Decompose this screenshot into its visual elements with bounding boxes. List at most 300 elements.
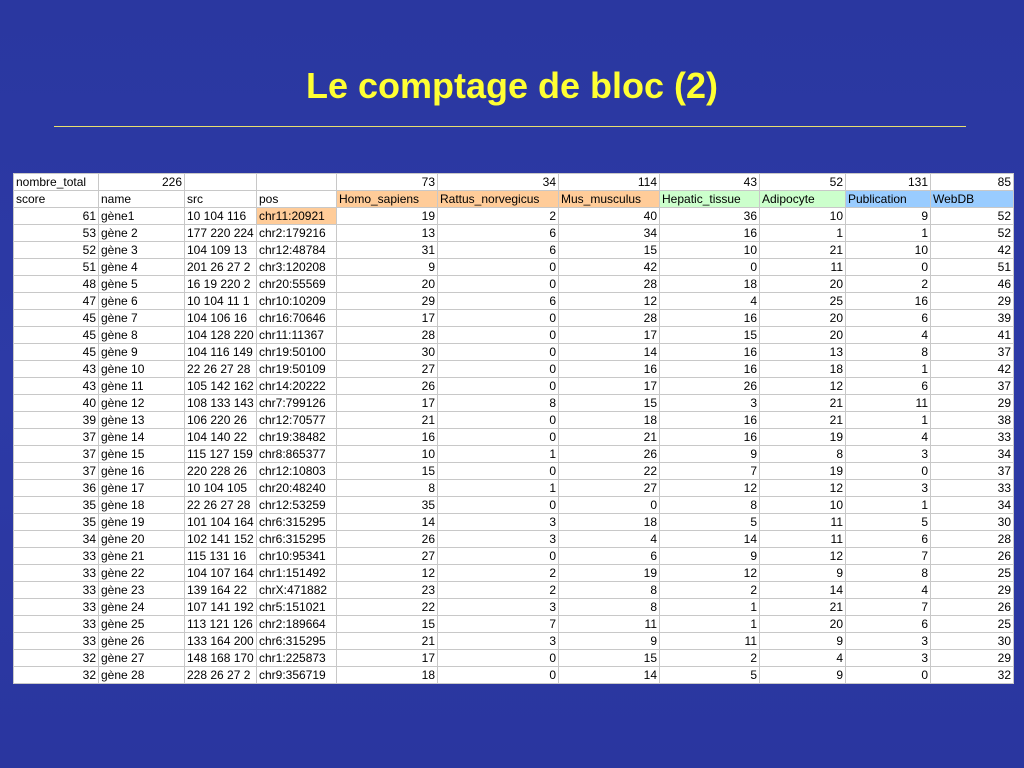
table-cell: 12 [660,565,760,582]
table-cell: 9 [760,667,846,684]
table-row [14,548,1014,565]
table-cell: 6 [438,225,559,242]
table-cell: chr1:151492 [257,565,337,582]
table-cell: 16 [559,361,660,378]
table-cell: gène 6 [99,293,185,310]
table-row [14,446,1014,463]
table-cell: 5 [660,514,760,531]
table-cell: chr7:799126 [257,395,337,412]
table-cell: 35 [14,497,99,514]
table-cell: 38 [931,412,1014,429]
table-cell: 20 [760,616,846,633]
table-cell: 16 [660,412,760,429]
table-cell: 11 [760,514,846,531]
table-cell: 33 [14,582,99,599]
table-cell: 7 [438,616,559,633]
table-cell: 17 [337,310,438,327]
table-cell: 101 104 164 [185,514,257,531]
table-cell: 108 133 143 [185,395,257,412]
table-cell: 34 [931,446,1014,463]
table-cell: 5 [846,514,931,531]
table-cell: chr3:120208 [257,259,337,276]
table-cell: 4 [846,327,931,344]
table-cell: 114 [559,174,660,191]
table-cell: 6 [846,378,931,395]
table-row [14,582,1014,599]
table-cell: gène 2 [99,225,185,242]
table-cell: gène 25 [99,616,185,633]
table-cell: 228 26 27 2 [185,667,257,684]
table-cell: gène 11 [99,378,185,395]
table-cell: gène 17 [99,480,185,497]
table-cell: 11 [760,259,846,276]
table-cell: 35 [14,514,99,531]
table-cell: 41 [931,327,1014,344]
table-cell: 10 [660,242,760,259]
table-cell: 4 [760,650,846,667]
table-cell: 2 [438,582,559,599]
table-cell: 11 [660,633,760,650]
table-cell: 1 [846,361,931,378]
table-cell: 11 [760,531,846,548]
table-cell: 20 [760,276,846,293]
table-cell: 15 [559,242,660,259]
table-cell: gène 19 [99,514,185,531]
table-cell: 12 [760,480,846,497]
table-cell: 0 [846,463,931,480]
column-header: Rattus_norvegicus [438,191,559,208]
table-cell: 107 141 192 [185,599,257,616]
table-cell: 10 [760,497,846,514]
table-cell: 1 [438,480,559,497]
table-cell: 40 [559,208,660,225]
table-cell: gène 18 [99,497,185,514]
table-cell: 0 [559,497,660,514]
table-cell: 9 [337,259,438,276]
table-row [14,327,1014,344]
table-cell: 226 [99,174,185,191]
table-row [14,361,1014,378]
table-cell: 5 [660,667,760,684]
table-cell: chr6:315295 [257,514,337,531]
table-cell: 27 [559,480,660,497]
table-cell: 32 [14,667,99,684]
table-cell: 26 [337,378,438,395]
table-cell: 0 [846,667,931,684]
table-cell: 26 [559,446,660,463]
table-cell: chr5:151021 [257,599,337,616]
table-cell: 2 [660,650,760,667]
table-cell: gène 16 [99,463,185,480]
table-cell: chr2:189664 [257,616,337,633]
table-cell: 48 [14,276,99,293]
table-cell: 14 [760,582,846,599]
table-cell: 28 [931,531,1014,548]
table-cell: 15 [559,650,660,667]
table-cell: 104 106 16 [185,310,257,327]
table-cell: chr19:38482 [257,429,337,446]
table-cell: 3 [438,531,559,548]
table-cell: chr10:95341 [257,548,337,565]
table-cell: 19 [760,429,846,446]
table-cell: 1 [660,599,760,616]
table-cell: 8 [559,582,660,599]
table-cell: 29 [931,650,1014,667]
table-cell: 31 [337,242,438,259]
column-header: name [99,191,185,208]
table-cell: chr16:70646 [257,310,337,327]
table-row [14,344,1014,361]
table-cell: chrX:471882 [257,582,337,599]
table-cell: 39 [931,310,1014,327]
table-cell: 14 [660,531,760,548]
table-cell: 104 107 164 [185,565,257,582]
table-cell: 0 [846,259,931,276]
table-cell: 9 [760,633,846,650]
table-cell: 115 131 16 [185,548,257,565]
table-cell: 0 [438,259,559,276]
table-cell: 7 [846,599,931,616]
table-cell: 47 [14,293,99,310]
table-cell: 0 [438,429,559,446]
table-cell: gène 3 [99,242,185,259]
table-cell: 12 [337,565,438,582]
table-cell: gène 13 [99,412,185,429]
table-cell: 21 [760,599,846,616]
table-cell: 201 26 27 2 [185,259,257,276]
table-cell: 30 [931,633,1014,650]
table-cell: 34 [559,225,660,242]
table-cell: 7 [660,463,760,480]
title-underline [54,126,966,127]
table-cell: 16 [660,361,760,378]
table-cell: 52 [14,242,99,259]
table-cell: 29 [931,582,1014,599]
table-cell: 28 [559,276,660,293]
table-cell: chr14:20222 [257,378,337,395]
table-cell: gène 20 [99,531,185,548]
table-cell: 6 [846,531,931,548]
table-row [14,225,1014,242]
table-cell: gène 5 [99,276,185,293]
table-cell: 33 [931,480,1014,497]
table-cell: 18 [337,667,438,684]
table-cell: 8 [438,395,559,412]
table-cell: chr9:356719 [257,667,337,684]
table-cell: 8 [559,599,660,616]
table-row [14,412,1014,429]
table-cell: 0 [438,667,559,684]
table-cell: 15 [660,327,760,344]
table-cell: 0 [438,327,559,344]
table-cell: 34 [931,497,1014,514]
table-cell: 30 [337,344,438,361]
table-cell: 45 [14,344,99,361]
table-cell: 10 [846,242,931,259]
table-cell: 9 [760,565,846,582]
table-cell: 36 [14,480,99,497]
table-cell: chr10:10209 [257,293,337,310]
table-cell: 104 128 220 [185,327,257,344]
table-cell: 33 [14,599,99,616]
column-header: score [14,191,99,208]
table-cell: chr19:50109 [257,361,337,378]
table-cell: 3 [846,446,931,463]
table-cell: 51 [14,259,99,276]
table-cell: 15 [559,395,660,412]
table-cell: 8 [846,565,931,582]
table-cell: 104 116 149 [185,344,257,361]
table-cell: 1 [438,446,559,463]
table-cell: 27 [337,361,438,378]
table-cell: 15 [337,463,438,480]
table-cell: gène 23 [99,582,185,599]
table-cell: 1 [660,616,760,633]
table-cell: 139 164 22 [185,582,257,599]
table-row [14,531,1014,548]
table-cell: 33 [14,616,99,633]
table-cell: chr11:20921 [257,208,337,225]
table-cell: 37 [14,446,99,463]
table-cell: 21 [760,395,846,412]
table-row [14,667,1014,684]
table-cell: chr20:48240 [257,480,337,497]
table-cell: 6 [846,616,931,633]
table-cell: 37 [931,344,1014,361]
table-cell: 29 [337,293,438,310]
table-cell: 2 [846,276,931,293]
column-header: Publication [846,191,931,208]
column-header: Mus_musculus [559,191,660,208]
table-cell: 20 [760,310,846,327]
table-cell: 3 [660,395,760,412]
table-cell: 30 [931,514,1014,531]
table-row [14,208,1014,225]
table-cell: 18 [559,412,660,429]
table-cell: gène 21 [99,548,185,565]
table-cell: 0 [660,259,760,276]
table-cell: chr19:50100 [257,344,337,361]
table-cell: gène 28 [99,667,185,684]
table-cell: 8 [760,446,846,463]
table-cell: chr12:10803 [257,463,337,480]
column-header: src [185,191,257,208]
table-cell: 14 [337,514,438,531]
table-cell: 19 [559,565,660,582]
table-row [14,599,1014,616]
table-cell: 9 [559,633,660,650]
table-cell: 113 121 126 [185,616,257,633]
table-cell: 0 [438,344,559,361]
table-cell: 17 [337,650,438,667]
table-cell: gène1 [99,208,185,225]
table-cell: chr12:53259 [257,497,337,514]
table-cell: 36 [660,208,760,225]
table-cell: 45 [14,327,99,344]
table-cell: 32 [931,667,1014,684]
table-cell: 104 109 13 [185,242,257,259]
table-cell: 11 [559,616,660,633]
table-cell: 26 [931,548,1014,565]
column-header: pos [257,191,337,208]
table-cell: 22 [559,463,660,480]
table-cell: 6 [438,242,559,259]
table-row [14,616,1014,633]
table-cell: 1 [846,225,931,242]
table-cell: 43 [14,378,99,395]
table-cell: 1 [846,497,931,514]
table-row [14,293,1014,310]
table-cell: 10 104 116 [185,208,257,225]
table-cell: 21 [559,429,660,446]
table-cell: 46 [931,276,1014,293]
table-cell: chr6:315295 [257,633,337,650]
table-cell: 6 [559,548,660,565]
table-cell: 102 141 152 [185,531,257,548]
table-cell: 32 [14,650,99,667]
table-cell: 16 [660,344,760,361]
table-cell: gène 14 [99,429,185,446]
table-row [14,463,1014,480]
table-cell: nombre_total [14,174,99,191]
table-cell: 16 [660,310,760,327]
table-cell: 3 [846,650,931,667]
table-cell: 12 [660,480,760,497]
table-cell: 34 [438,174,559,191]
table-cell: 17 [559,378,660,395]
table-cell: 3 [438,633,559,650]
table-cell: 52 [760,174,846,191]
table-cell: chr1:225873 [257,650,337,667]
table-cell: 12 [760,378,846,395]
table-cell: 17 [559,327,660,344]
table-cell: 22 26 27 28 [185,361,257,378]
table-cell: 73 [337,174,438,191]
table-cell: 14 [559,667,660,684]
table-cell: 0 [438,276,559,293]
table-cell: gène 10 [99,361,185,378]
table-cell: 61 [14,208,99,225]
table-cell: 28 [559,310,660,327]
table-row [14,650,1014,667]
table-cell: 0 [438,463,559,480]
table-cell: 33 [14,565,99,582]
table-cell: 25 [931,616,1014,633]
table-row [14,514,1014,531]
table-cell: 42 [559,259,660,276]
table-cell: 12 [559,293,660,310]
table-cell: 104 140 22 [185,429,257,446]
table-cell: 4 [660,293,760,310]
table-cell: 0 [438,412,559,429]
table-cell: 52 [931,208,1014,225]
table-cell: 16 [337,429,438,446]
table-cell: 42 [931,361,1014,378]
table-cell: 131 [846,174,931,191]
table-cell: 14 [559,344,660,361]
table-cell [257,174,337,191]
table-cell: 0 [438,361,559,378]
table-cell: chr20:55569 [257,276,337,293]
table-row [14,565,1014,582]
table-cell: 9 [846,208,931,225]
table-cell: chr11:11367 [257,327,337,344]
table-row [14,310,1014,327]
table-cell: 3 [846,480,931,497]
table-row [14,497,1014,514]
table-cell: 85 [931,174,1014,191]
table-cell: 0 [438,310,559,327]
table-cell: chr12:70577 [257,412,337,429]
table-cell: 53 [14,225,99,242]
table-row [14,378,1014,395]
column-header: Adipocyte [760,191,846,208]
table-cell: 25 [760,293,846,310]
table-cell: 20 [337,276,438,293]
table-cell: gène 12 [99,395,185,412]
table-cell: 42 [931,242,1014,259]
table-cell: gène 8 [99,327,185,344]
table-cell: gène 22 [99,565,185,582]
table-cell: 11 [846,395,931,412]
table-cell: 106 220 26 [185,412,257,429]
table-cell: 3 [438,514,559,531]
table-cell: 28 [337,327,438,344]
column-header: Hepatic_tissue [660,191,760,208]
table-cell: 2 [438,208,559,225]
table-row [14,242,1014,259]
table-cell: 29 [931,293,1014,310]
table-cell: 19 [760,463,846,480]
table-cell: 9 [660,548,760,565]
table-cell: 7 [846,548,931,565]
table-cell: 4 [559,531,660,548]
table-cell: 3 [846,633,931,650]
table-cell: 37 [931,378,1014,395]
table-cell: 2 [660,582,760,599]
table-cell: gène 24 [99,599,185,616]
table-cell: 148 168 170 [185,650,257,667]
table-cell: 17 [337,395,438,412]
table-cell: 16 [846,293,931,310]
table-cell: 16 [660,225,760,242]
table-row [14,633,1014,650]
table-cell: 21 [760,242,846,259]
table-cell: 23 [337,582,438,599]
table-cell: 22 26 27 28 [185,497,257,514]
table-cell: 220 228 26 [185,463,257,480]
table-cell: 22 [337,599,438,616]
table-cell: 33 [14,633,99,650]
table-cell: gène 9 [99,344,185,361]
table-cell: 0 [438,548,559,565]
table-cell: 115 127 159 [185,446,257,463]
table-cell: 13 [337,225,438,242]
table-cell: 21 [337,412,438,429]
table-row [14,259,1014,276]
table-cell: 18 [760,361,846,378]
table-cell: 35 [337,497,438,514]
table-cell: 10 104 11 1 [185,293,257,310]
table-row [14,276,1014,293]
table-cell: 8 [846,344,931,361]
table-cell: 26 [660,378,760,395]
table-cell: 4 [846,429,931,446]
table-cell: 12 [760,548,846,565]
table-cell: 34 [14,531,99,548]
table-cell: 0 [438,497,559,514]
table-cell: 27 [337,548,438,565]
